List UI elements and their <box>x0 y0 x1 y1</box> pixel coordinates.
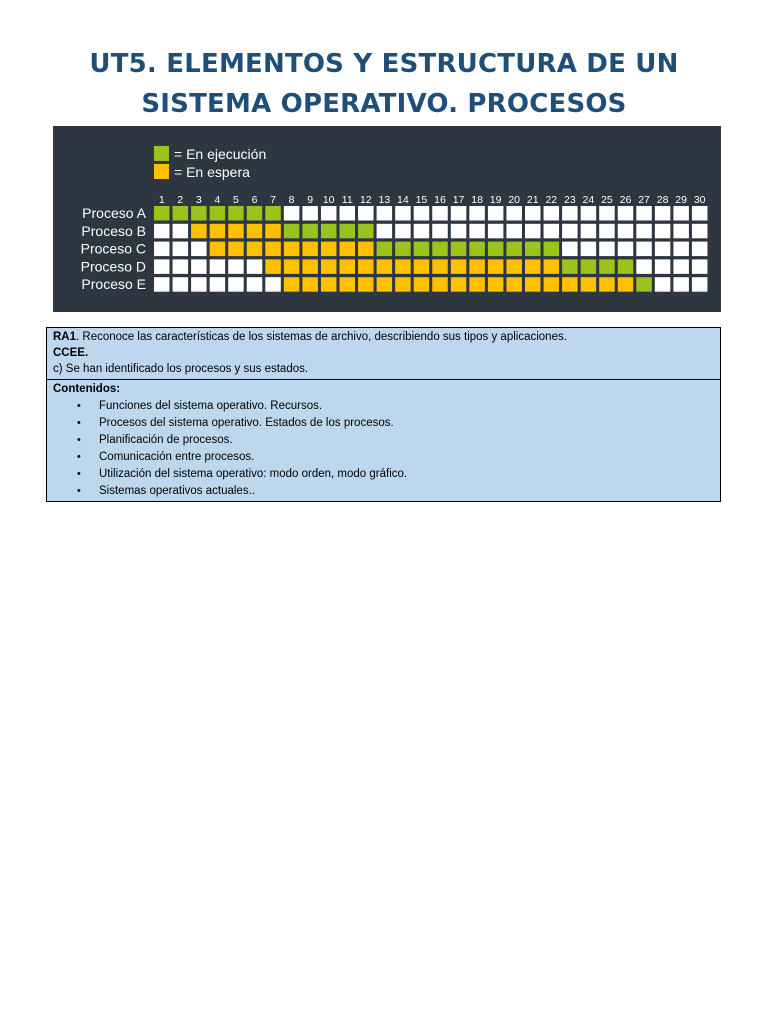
time-unit-label: 12 <box>359 194 372 206</box>
timeline-cell-waiting <box>191 224 207 239</box>
timeline-cell-empty <box>506 206 522 221</box>
timeline-cell-running <box>488 242 504 257</box>
timeline-cell-empty <box>692 242 708 257</box>
time-unit-label: 19 <box>489 194 502 206</box>
timeline-cell-running <box>544 242 560 257</box>
list-item-text: Procesos del sistema operativo. Estados de los procesos. <box>99 417 394 429</box>
process-label: Proceso E <box>81 276 146 293</box>
bullet-icon: • <box>77 451 81 463</box>
timeline-cell-empty <box>451 206 467 221</box>
timeline-cell-waiting <box>228 242 244 257</box>
timeline-cell-empty <box>451 224 467 239</box>
timeline-cell-empty <box>599 224 615 239</box>
list-item <box>77 415 714 432</box>
timeline-cell-running <box>210 206 226 221</box>
timeline-cell-empty <box>358 206 374 221</box>
timeline-cell-empty <box>191 277 207 292</box>
timeline-cell-empty <box>284 206 300 221</box>
timeline-cell-empty <box>173 224 189 239</box>
timeline-cell-empty <box>525 206 541 221</box>
timeline-cell-running <box>247 206 263 221</box>
timeline-cell-empty <box>618 242 634 257</box>
ra-text: . Reconoce las características de los sistemas de archivo, describiendo sus tipos y aplicaciones. <box>76 331 567 343</box>
contents-list <box>53 398 714 500</box>
timeline-cell-empty <box>154 259 170 274</box>
timeline-cell-waiting <box>451 259 467 274</box>
timeline-cell-waiting <box>302 277 318 292</box>
timeline-cell-waiting <box>599 277 615 292</box>
time-unit-label: 22 <box>545 194 558 206</box>
timeline-cell-empty <box>377 206 393 221</box>
timeline-cell-waiting <box>544 259 560 274</box>
timeline-cell-empty <box>247 277 263 292</box>
legend-label: = En ejecución <box>174 146 267 162</box>
timeline-cell-waiting <box>377 259 393 274</box>
timeline-cell-empty <box>673 224 689 239</box>
timeline-cell-empty <box>488 224 504 239</box>
timeline-cell-waiting <box>284 242 300 257</box>
timeline-cell-empty <box>673 277 689 292</box>
timeline-cell-waiting <box>358 259 374 274</box>
timeline-cell-running <box>451 242 467 257</box>
timeline-cell-empty <box>154 224 170 239</box>
timeline-cell-waiting <box>228 224 244 239</box>
timeline-cell-empty <box>154 242 170 257</box>
timeline-cell-waiting <box>284 259 300 274</box>
timeline-cell-empty <box>599 242 615 257</box>
timeline-cell-empty <box>395 224 411 239</box>
timeline-cell-waiting <box>395 277 411 292</box>
legend-swatch <box>154 146 169 161</box>
learning-outcome-section <box>47 328 720 380</box>
timeline-cell-running <box>377 242 393 257</box>
timeline-cell-waiting <box>358 277 374 292</box>
timeline-cell-running <box>395 242 411 257</box>
timeline-cell-empty <box>636 224 652 239</box>
timeline-cell-waiting <box>302 242 318 257</box>
time-unit-label: 15 <box>415 194 428 206</box>
time-unit-label: 17 <box>452 194 465 206</box>
timeline-cell-empty <box>692 277 708 292</box>
time-unit-label: 3 <box>195 194 202 206</box>
timeline-cell-empty <box>636 242 652 257</box>
timeline-cell-empty <box>636 206 652 221</box>
document-title <box>40 44 728 124</box>
time-unit-label: 20 <box>508 194 521 206</box>
time-unit-label: 6 <box>251 194 258 206</box>
list-item-text: Sistemas operativos actuales.. <box>99 485 255 497</box>
timeline-cell-waiting <box>618 277 634 292</box>
timeline-cell-running <box>636 277 652 292</box>
timeline-cell-running <box>228 206 244 221</box>
timeline-cell-empty <box>469 206 485 221</box>
timeline-cell-waiting <box>321 259 337 274</box>
timeline-cell-waiting <box>265 259 281 274</box>
timeline-cell-empty <box>599 206 615 221</box>
timeline-cell-empty <box>414 206 430 221</box>
time-unit-label: 18 <box>471 194 483 206</box>
timeline-cell-waiting <box>247 242 263 257</box>
timeline-cell-waiting <box>321 242 337 257</box>
title-line-1: UT5. ELEMENTOS Y ESTRUCTURA DE UN <box>89 49 679 79</box>
timeline-cell-empty <box>692 224 708 239</box>
timeline-cell-running <box>432 242 448 257</box>
timeline-cell-empty <box>655 224 671 239</box>
process-label: Proceso D <box>80 258 146 275</box>
timeline-cell-empty <box>655 206 671 221</box>
time-unit-label: 7 <box>270 194 276 206</box>
title-line-2: SISTEMA OPERATIVO. PROCESOS <box>141 89 627 119</box>
timeline-cell-empty <box>265 277 281 292</box>
timeline-cell-empty <box>692 206 708 221</box>
timeline-cell-empty <box>247 259 263 274</box>
time-unit-label: 5 <box>233 194 239 206</box>
timeline-cell-waiting <box>488 259 504 274</box>
list-item <box>77 466 714 483</box>
timeline-cell-empty <box>154 277 170 292</box>
timeline-cell-running <box>599 259 615 274</box>
time-unit-label: 30 <box>693 194 706 206</box>
time-unit-label: 29 <box>675 194 687 206</box>
timeline-cell-empty <box>692 259 708 274</box>
timeline-cell-empty <box>655 277 671 292</box>
process-label: Proceso C <box>80 240 146 257</box>
time-unit-label: 16 <box>434 194 446 206</box>
timeline-cell-waiting <box>340 277 356 292</box>
timeline-cell-empty <box>340 206 356 221</box>
timeline-cell-empty <box>562 242 578 257</box>
timeline-cell-empty <box>673 242 689 257</box>
time-unit-label: 4 <box>214 194 221 206</box>
timeline-cell-running <box>525 242 541 257</box>
list-item <box>77 398 714 415</box>
timeline-cell-waiting <box>265 242 281 257</box>
timeline-cell-waiting <box>340 259 356 274</box>
timeline-cell-empty <box>544 224 560 239</box>
time-unit-label: 14 <box>397 194 409 206</box>
timeline-cell-running <box>414 242 430 257</box>
evaluation-criterion: c) Se han identificado los procesos y sus estados. <box>53 363 309 375</box>
legend-label: = En espera <box>174 164 250 180</box>
timeline-cell-running <box>340 224 356 239</box>
contents-label: Contenidos: <box>53 383 121 395</box>
timeline-cell-empty <box>377 224 393 239</box>
timeline-cell-empty <box>525 224 541 239</box>
timeline-cell-waiting <box>265 224 281 239</box>
timeline-cell-waiting <box>525 277 541 292</box>
timeline-cell-empty <box>581 224 597 239</box>
timeline-cell-running <box>302 224 318 239</box>
timeline-cell-empty <box>321 206 337 221</box>
list-item-text: Comunicación entre procesos. <box>99 451 255 463</box>
timeline-cell-running <box>506 242 522 257</box>
time-unit-label: 13 <box>378 194 391 206</box>
timeline-cell-waiting <box>210 242 226 257</box>
timeline-cell-empty <box>581 206 597 221</box>
timeline-cell-empty <box>228 259 244 274</box>
timeline-cell-empty <box>414 224 430 239</box>
timeline-cell-empty <box>173 277 189 292</box>
timeline-cell-waiting <box>247 224 263 239</box>
timeline-cell-empty <box>432 206 448 221</box>
timeline-cell-empty <box>673 259 689 274</box>
timeline-cell-waiting <box>525 259 541 274</box>
timeline-cell-empty <box>488 206 504 221</box>
time-unit-label: 24 <box>582 194 595 206</box>
timeline-cell-running <box>469 242 485 257</box>
process-label: Proceso A <box>82 205 146 221</box>
process-label: Proceso B <box>81 222 146 239</box>
timeline-cell-running <box>618 259 634 274</box>
timeline-cell-waiting <box>544 277 560 292</box>
timeline-cell-waiting <box>302 259 318 274</box>
timeline-cell-empty <box>173 242 189 257</box>
process-timeline-svg <box>53 126 721 312</box>
time-unit-label: 21 <box>526 194 539 206</box>
time-unit-label: 26 <box>619 194 632 206</box>
timeline-cell-waiting <box>340 242 356 257</box>
timeline-cell-running <box>581 259 597 274</box>
timeline-cell-empty <box>655 242 671 257</box>
timeline-cell-waiting <box>395 259 411 274</box>
timeline-cell-waiting <box>414 259 430 274</box>
ra-label: RA1 <box>53 331 77 343</box>
timeline-cell-empty <box>618 224 634 239</box>
timeline-cell-empty <box>228 277 244 292</box>
timeline-cell-empty <box>506 224 522 239</box>
timeline-cell-waiting <box>562 277 578 292</box>
time-unit-label: 28 <box>656 194 669 206</box>
time-unit-label: 25 <box>601 194 613 206</box>
bullet-icon: • <box>77 400 81 412</box>
timeline-cell-waiting <box>469 277 485 292</box>
learning-outcome <box>53 329 714 345</box>
timeline-cell-empty <box>581 242 597 257</box>
timeline-cell-empty <box>210 259 226 274</box>
timeline-cell-waiting <box>469 259 485 274</box>
timeline-cell-running <box>191 206 207 221</box>
list-item-text: Funciones del sistema operativo. Recursos. <box>99 400 323 412</box>
timeline-cell-waiting <box>451 277 467 292</box>
timeline-cell-empty <box>655 259 671 274</box>
timeline-cell-running <box>173 206 189 221</box>
curriculum-info-box <box>46 327 721 502</box>
timeline-cell-running <box>284 224 300 239</box>
timeline-cell-empty <box>191 259 207 274</box>
timeline-cell-waiting <box>414 277 430 292</box>
list-item <box>77 432 714 449</box>
timeline-cell-waiting <box>210 224 226 239</box>
list-item <box>77 483 714 500</box>
timeline-cell-empty <box>173 259 189 274</box>
legend-swatch <box>154 164 169 179</box>
process-states-diagram <box>53 126 721 312</box>
time-unit-label: 1 <box>158 194 165 206</box>
time-unit-label: 27 <box>638 194 650 206</box>
timeline-cell-empty <box>562 224 578 239</box>
timeline-cell-empty <box>469 224 485 239</box>
time-unit-label: 2 <box>177 194 184 206</box>
timeline-cell-waiting <box>432 277 448 292</box>
timeline-cell-waiting <box>432 259 448 274</box>
timeline-cell-running <box>358 224 374 239</box>
timeline-cell-waiting <box>321 277 337 292</box>
bullet-icon: • <box>77 485 81 497</box>
timeline-cell-empty <box>302 206 318 221</box>
timeline-cell-waiting <box>377 277 393 292</box>
timeline-cell-empty <box>395 206 411 221</box>
timeline-cell-running <box>321 224 337 239</box>
time-unit-label: 10 <box>322 194 335 206</box>
timeline-cell-empty <box>191 242 207 257</box>
timeline-cell-empty <box>432 224 448 239</box>
timeline-cell-running <box>154 206 170 221</box>
list-item-text: Utilización del sistema operativo: modo orden, modo gráfico. <box>99 468 408 480</box>
timeline-cell-empty <box>636 259 652 274</box>
time-unit-label: 9 <box>307 194 314 206</box>
timeline-cell-running <box>562 259 578 274</box>
contents-section <box>47 380 720 501</box>
timeline-cell-waiting <box>506 259 522 274</box>
timeline-cell-waiting <box>284 277 300 292</box>
timeline-cell-empty <box>210 277 226 292</box>
timeline-cell-empty <box>544 206 560 221</box>
list-item <box>77 449 714 466</box>
timeline-cell-waiting <box>358 242 374 257</box>
timeline-cell-empty <box>562 206 578 221</box>
timeline-cell-running <box>265 206 281 221</box>
list-item-text: Planificación de procesos. <box>99 434 233 446</box>
timeline-cell-waiting <box>506 277 522 292</box>
time-unit-label: 11 <box>341 194 353 206</box>
bullet-icon: • <box>77 468 81 480</box>
timeline-cell-empty <box>618 206 634 221</box>
bullet-icon: • <box>77 417 81 429</box>
bullet-icon: • <box>77 434 81 446</box>
timeline-cell-waiting <box>581 277 597 292</box>
ccee-label: CCEE. <box>53 347 89 359</box>
time-unit-label: 23 <box>564 194 576 206</box>
timeline-cell-empty <box>673 206 689 221</box>
timeline-cell-waiting <box>488 277 504 292</box>
time-unit-label: 8 <box>288 194 295 206</box>
